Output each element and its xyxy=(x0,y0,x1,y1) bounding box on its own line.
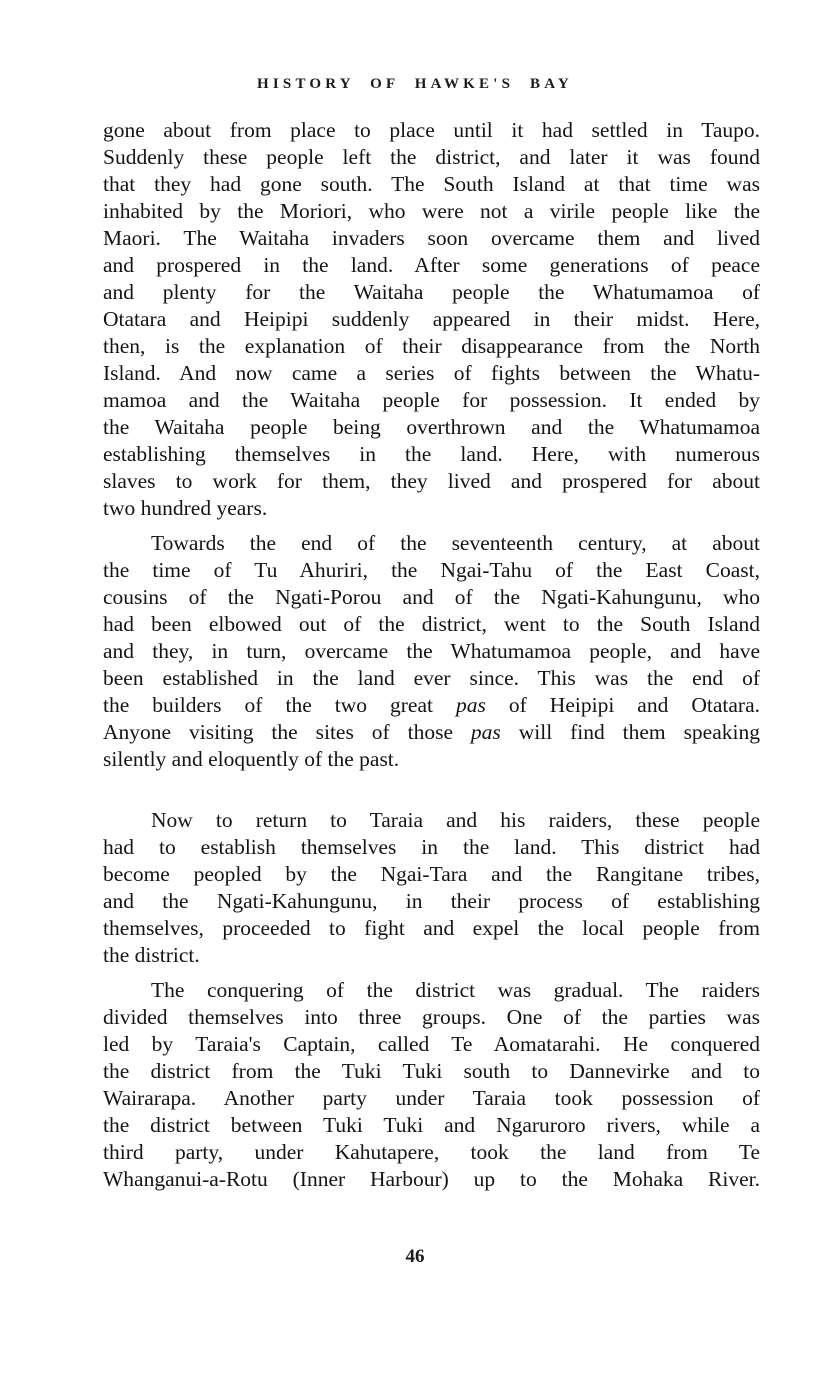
text-line: become peopled by the Ngai-Tara and the Rangitane tribes, xyxy=(103,862,760,886)
text-line: and the Ngati-Kahungunu, in their process of establishing xyxy=(103,889,760,913)
paragraph-1 xyxy=(103,117,760,522)
text-line: slaves to work for them, they lived and prospered for about xyxy=(103,469,760,493)
text-line: Island. And now came a series of fights between the Whatu- xyxy=(103,361,760,385)
paragraph-2 xyxy=(103,530,760,773)
text-line: the district between Tuki Tuki and Ngaruroro rivers, while a xyxy=(103,1113,760,1137)
text-line: The conquering of the district was gradual. The raiders xyxy=(151,978,760,1002)
text-line: led by Taraia's Captain, called Te Aomatarahi. He conquered xyxy=(103,1032,760,1056)
text-line: the time of Tu Ahuriri, the Ngai-Tahu of the East Coast, xyxy=(103,558,760,582)
text-line: gone about from place to place until it had settled in Taupo. xyxy=(103,118,760,142)
text-line: Whanganui-a-Rotu (Inner Harbour) up to the Mohaka River. xyxy=(103,1167,760,1191)
body-text xyxy=(103,117,760,1193)
text-line: third party, under Kahutapere, took the land from Te xyxy=(103,1140,760,1164)
text-line: Maori. The Waitaha invaders soon overcame them and lived xyxy=(103,226,760,250)
text-line: had to establish themselves in the land. This district had xyxy=(103,835,760,859)
text-line: Towards the end of the seventeenth century, at about xyxy=(151,531,760,555)
paragraph-3 xyxy=(103,807,760,969)
text-line: divided themselves into three groups. One of the parties was xyxy=(103,1005,760,1029)
text-line: Anyone visiting the sites of those pas will find them speaking xyxy=(103,720,760,744)
running-head: HISTORY OF HAWKE'S BAY xyxy=(257,76,573,92)
text-line: inhabited by the Moriori, who were not a virile people like the xyxy=(103,199,760,223)
text-line: Now to return to Taraia and his raiders, these people xyxy=(151,808,760,832)
page-number: 46 xyxy=(405,1246,425,1267)
text-line: and plenty for the Waitaha people the Whatumamoa of xyxy=(103,280,760,304)
text-line: had been elbowed out of the district, went to the South Island xyxy=(103,612,760,636)
text-line: cousins of the Ngati-Porou and of the Ngati-Kahungunu, who xyxy=(103,585,760,609)
text-line: Wairarapa. Another party under Taraia took possession of xyxy=(103,1086,760,1110)
text-line: themselves, proceeded to fight and expel the local people from xyxy=(103,916,760,940)
text-line: silently and eloquently of the past. xyxy=(103,747,400,771)
text-line: been established in the land ever since. This was the end of xyxy=(103,666,760,690)
text-line: establishing themselves in the land. Here, with numerous xyxy=(103,442,760,466)
text-line: the builders of the two great pas of Heipipi and Otatara. xyxy=(103,693,760,717)
text-line: mamoa and the Waitaha people for possession. It ended by xyxy=(103,388,760,412)
text-line: the district from the Tuki Tuki south to Dannevirke and to xyxy=(103,1059,760,1083)
text-line: then, is the explanation of their disappearance from the North xyxy=(103,334,760,358)
text-line: that they had gone south. The South Island at that time was xyxy=(103,172,760,196)
paragraph-4 xyxy=(103,977,760,1193)
text-line: Otatara and Heipipi suddenly appeared in their midst. Here, xyxy=(103,307,760,331)
text-line: and they, in turn, overcame the Whatumamoa people, and have xyxy=(103,639,760,663)
text-line: two hundred years. xyxy=(103,496,268,520)
text-line: the Waitaha people being overthrown and the Whatumamoa xyxy=(103,415,760,439)
text-line: and prospered in the land. After some generations of peace xyxy=(103,253,760,277)
text-line: the district. xyxy=(103,943,200,967)
text-line: Suddenly these people left the district, and later it was found xyxy=(103,145,760,169)
